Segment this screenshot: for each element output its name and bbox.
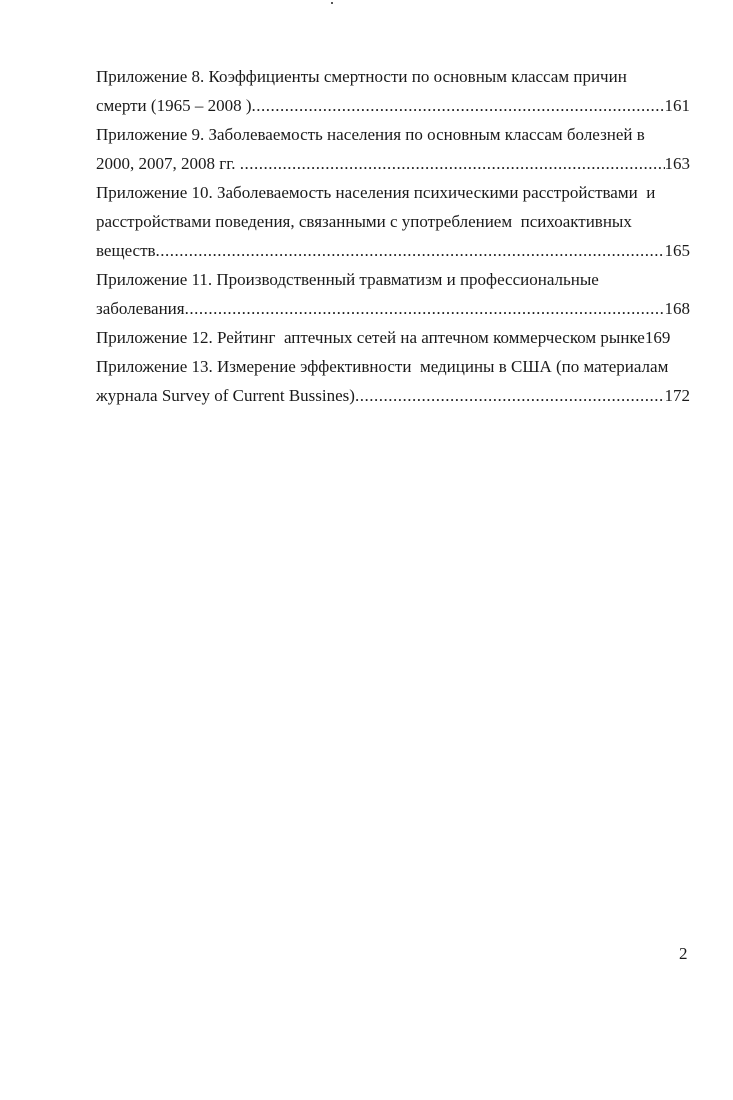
table-of-contents [96, 62, 690, 410]
toc-entry-leader [96, 149, 690, 178]
toc-entry-leader [96, 381, 690, 410]
dot-leader [156, 236, 665, 265]
toc-entry-title: Приложение 12. Рейтинг аптечных сетей на аптечном коммерческом рынке [96, 328, 645, 347]
toc-entry-title: Приложение 9. Заболеваемость населения по основным классам болезней в [96, 125, 645, 144]
toc-entry-appendix-11[interactable] [96, 265, 690, 323]
toc-entry-title-end: веществ [96, 241, 156, 260]
toc-entry-leader [96, 294, 690, 323]
toc-entry-title-end: заболевания [96, 299, 185, 318]
toc-entry-title-continued: расстройствами поведения, связанными с употреблением психоактивных [96, 212, 632, 231]
toc-entry-title-end: 2000, 2007, 2008 гг. [96, 154, 240, 173]
toc-entry-appendix-8[interactable] [96, 62, 690, 120]
toc-page-number: 172 [664, 386, 690, 405]
toc-entry-title: Приложение 8. Коэффициенты смертности по основным классам причин [96, 67, 627, 86]
toc-page-number: 161 [664, 96, 690, 115]
toc-entry-title: Приложение 13. Измерение эффективности медицины в США (по материалам [96, 357, 669, 376]
toc-entry-appendix-9[interactable] [96, 120, 690, 178]
toc-page-number: 169 [644, 328, 671, 347]
dot-leader [251, 91, 664, 120]
toc-page-number: 163 [664, 154, 690, 173]
dot-leader [240, 149, 665, 178]
dot-leader [355, 381, 665, 410]
toc-entry-title-end: журнала Survey of Current Bussines) [96, 386, 355, 405]
toc-page-number: 168 [664, 299, 690, 318]
toc-entry-title-end: смерти (1965 – 2008 ) [96, 96, 252, 115]
toc-entry-title: Приложение 11. Производственный травматизм и профессиональные [96, 270, 599, 289]
toc-entry-appendix-13[interactable] [96, 352, 690, 410]
toc-entry-appendix-12[interactable] [96, 323, 690, 352]
toc-entry-appendix-10[interactable] [96, 178, 690, 265]
toc-entry-leader [96, 91, 690, 120]
scan-speck [331, 2, 333, 4]
toc-entry-leader [96, 236, 690, 265]
dot-leader [185, 294, 665, 323]
toc-page-number: 165 [664, 241, 690, 260]
page-number: 2 [679, 944, 688, 963]
toc-entry-title: Приложение 10. Заболеваемость населения психическими расстройствами и [96, 183, 656, 202]
toc-entry-line [96, 323, 690, 352]
